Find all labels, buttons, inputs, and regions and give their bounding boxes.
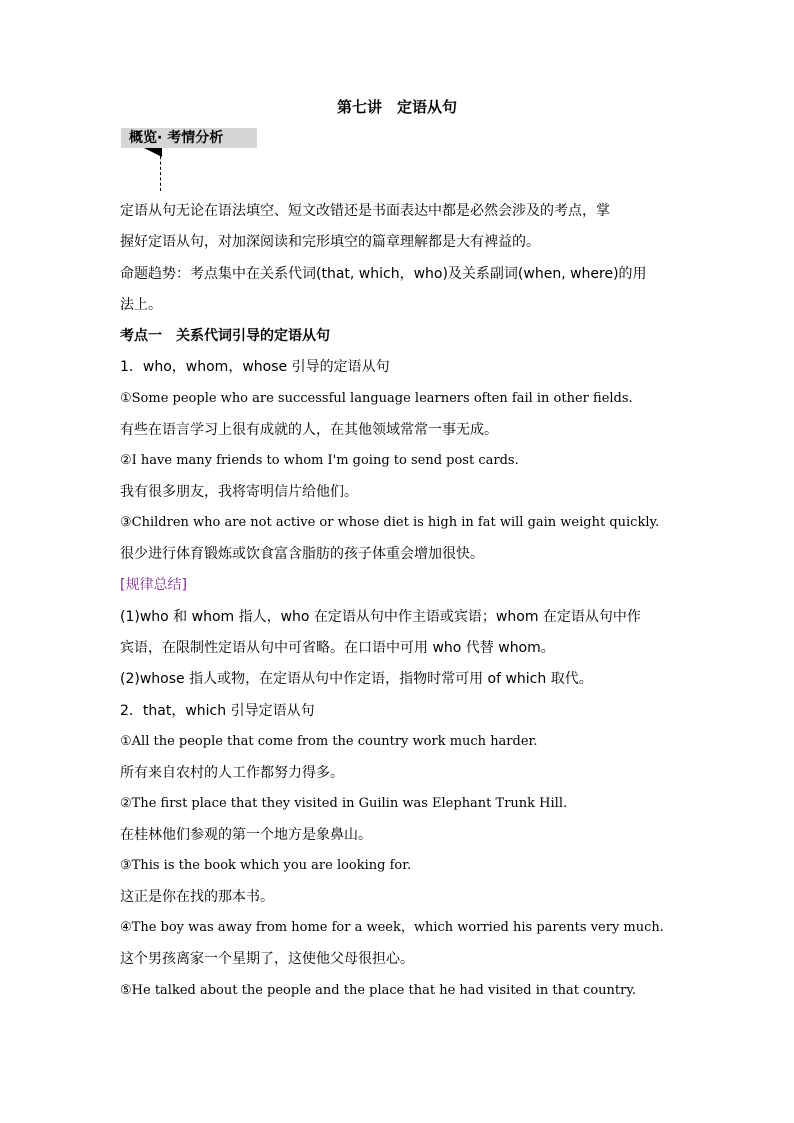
intro-line: 法上。 — [120, 297, 162, 313]
example-zh: 这正是你在找的那本书。 — [120, 889, 274, 905]
sub-heading: 2．that，which 引导定语从句 — [120, 703, 315, 719]
page-title: 第七讲 定语从句 — [336, 98, 457, 116]
example-zh: 有些在语言学习上很有成就的人，在其他领域常常一事无成。 — [120, 422, 498, 438]
example-en: ④The boy was away from home for a week，which worried his parents very much. — [120, 920, 664, 935]
rule-summary-label: [规律总结] — [120, 577, 187, 593]
rule-line: (2)whose 指人或物，在定语从句中作定语，指物时常可用 of which 取代。 — [120, 671, 593, 687]
example-zh: 我有很多朋友，我将寄明信片给他们。 — [120, 484, 358, 500]
example-en: ⑤He talked about the people and the place that he had visited in that country. — [120, 983, 637, 998]
banner-divider — [160, 151, 161, 191]
intro-line: 握好定语从句，对加深阅读和完形填空的篇章理解都是大有裨益的。 — [120, 234, 540, 250]
section-banner: 概览· 考情分析 — [121, 128, 257, 148]
example-en: ②I have many friends to whom I'm going to send post cards. — [120, 453, 519, 468]
section-heading: 考点一 关系代词引导的定语从句 — [120, 328, 330, 344]
example-zh: 在桂林他们参观的第一个地方是象鼻山。 — [120, 827, 372, 843]
intro-line: 命题趋势：考点集中在关系代词(that, which，who)及关系副词(when, where)的用 — [120, 266, 647, 282]
example-zh: 这个男孩离家一个星期了，这使他父母很担心。 — [120, 951, 414, 967]
rule-line: 宾语，在限制性定语从句中可省略。在口语中可用 who 代替 whom。 — [120, 640, 555, 656]
rule-line: (1)who 和 whom 指人，who 在定语从句中作主语或宾语；whom 在定语从句中作 — [120, 609, 641, 625]
example-en: ③This is the book which you are looking for. — [120, 858, 412, 873]
intro-line: 定语从句无论在语法填空、短文改错还是书面表达中都是必然会涉及的考点，掌 — [120, 203, 610, 219]
example-zh: 很少进行体育锻炼或饮食富含脂肪的孩子体重会增加很快。 — [120, 546, 484, 562]
example-zh: 所有来自农村的人工作都努力得多。 — [120, 765, 344, 781]
example-en: ②The first place that they visited in Guilin was Elephant Trunk Hill. — [120, 796, 568, 811]
sub-heading: 1．who，whom，whose 引导的定语从句 — [120, 359, 390, 375]
example-en: ①Some people who are successful language learners often fail in other fields. — [120, 391, 633, 406]
example-en: ③Children who are not active or whose diet is high in fat will gain weight quickly. — [120, 515, 660, 530]
example-en: ①All the people that come from the country work much harder. — [120, 734, 538, 749]
